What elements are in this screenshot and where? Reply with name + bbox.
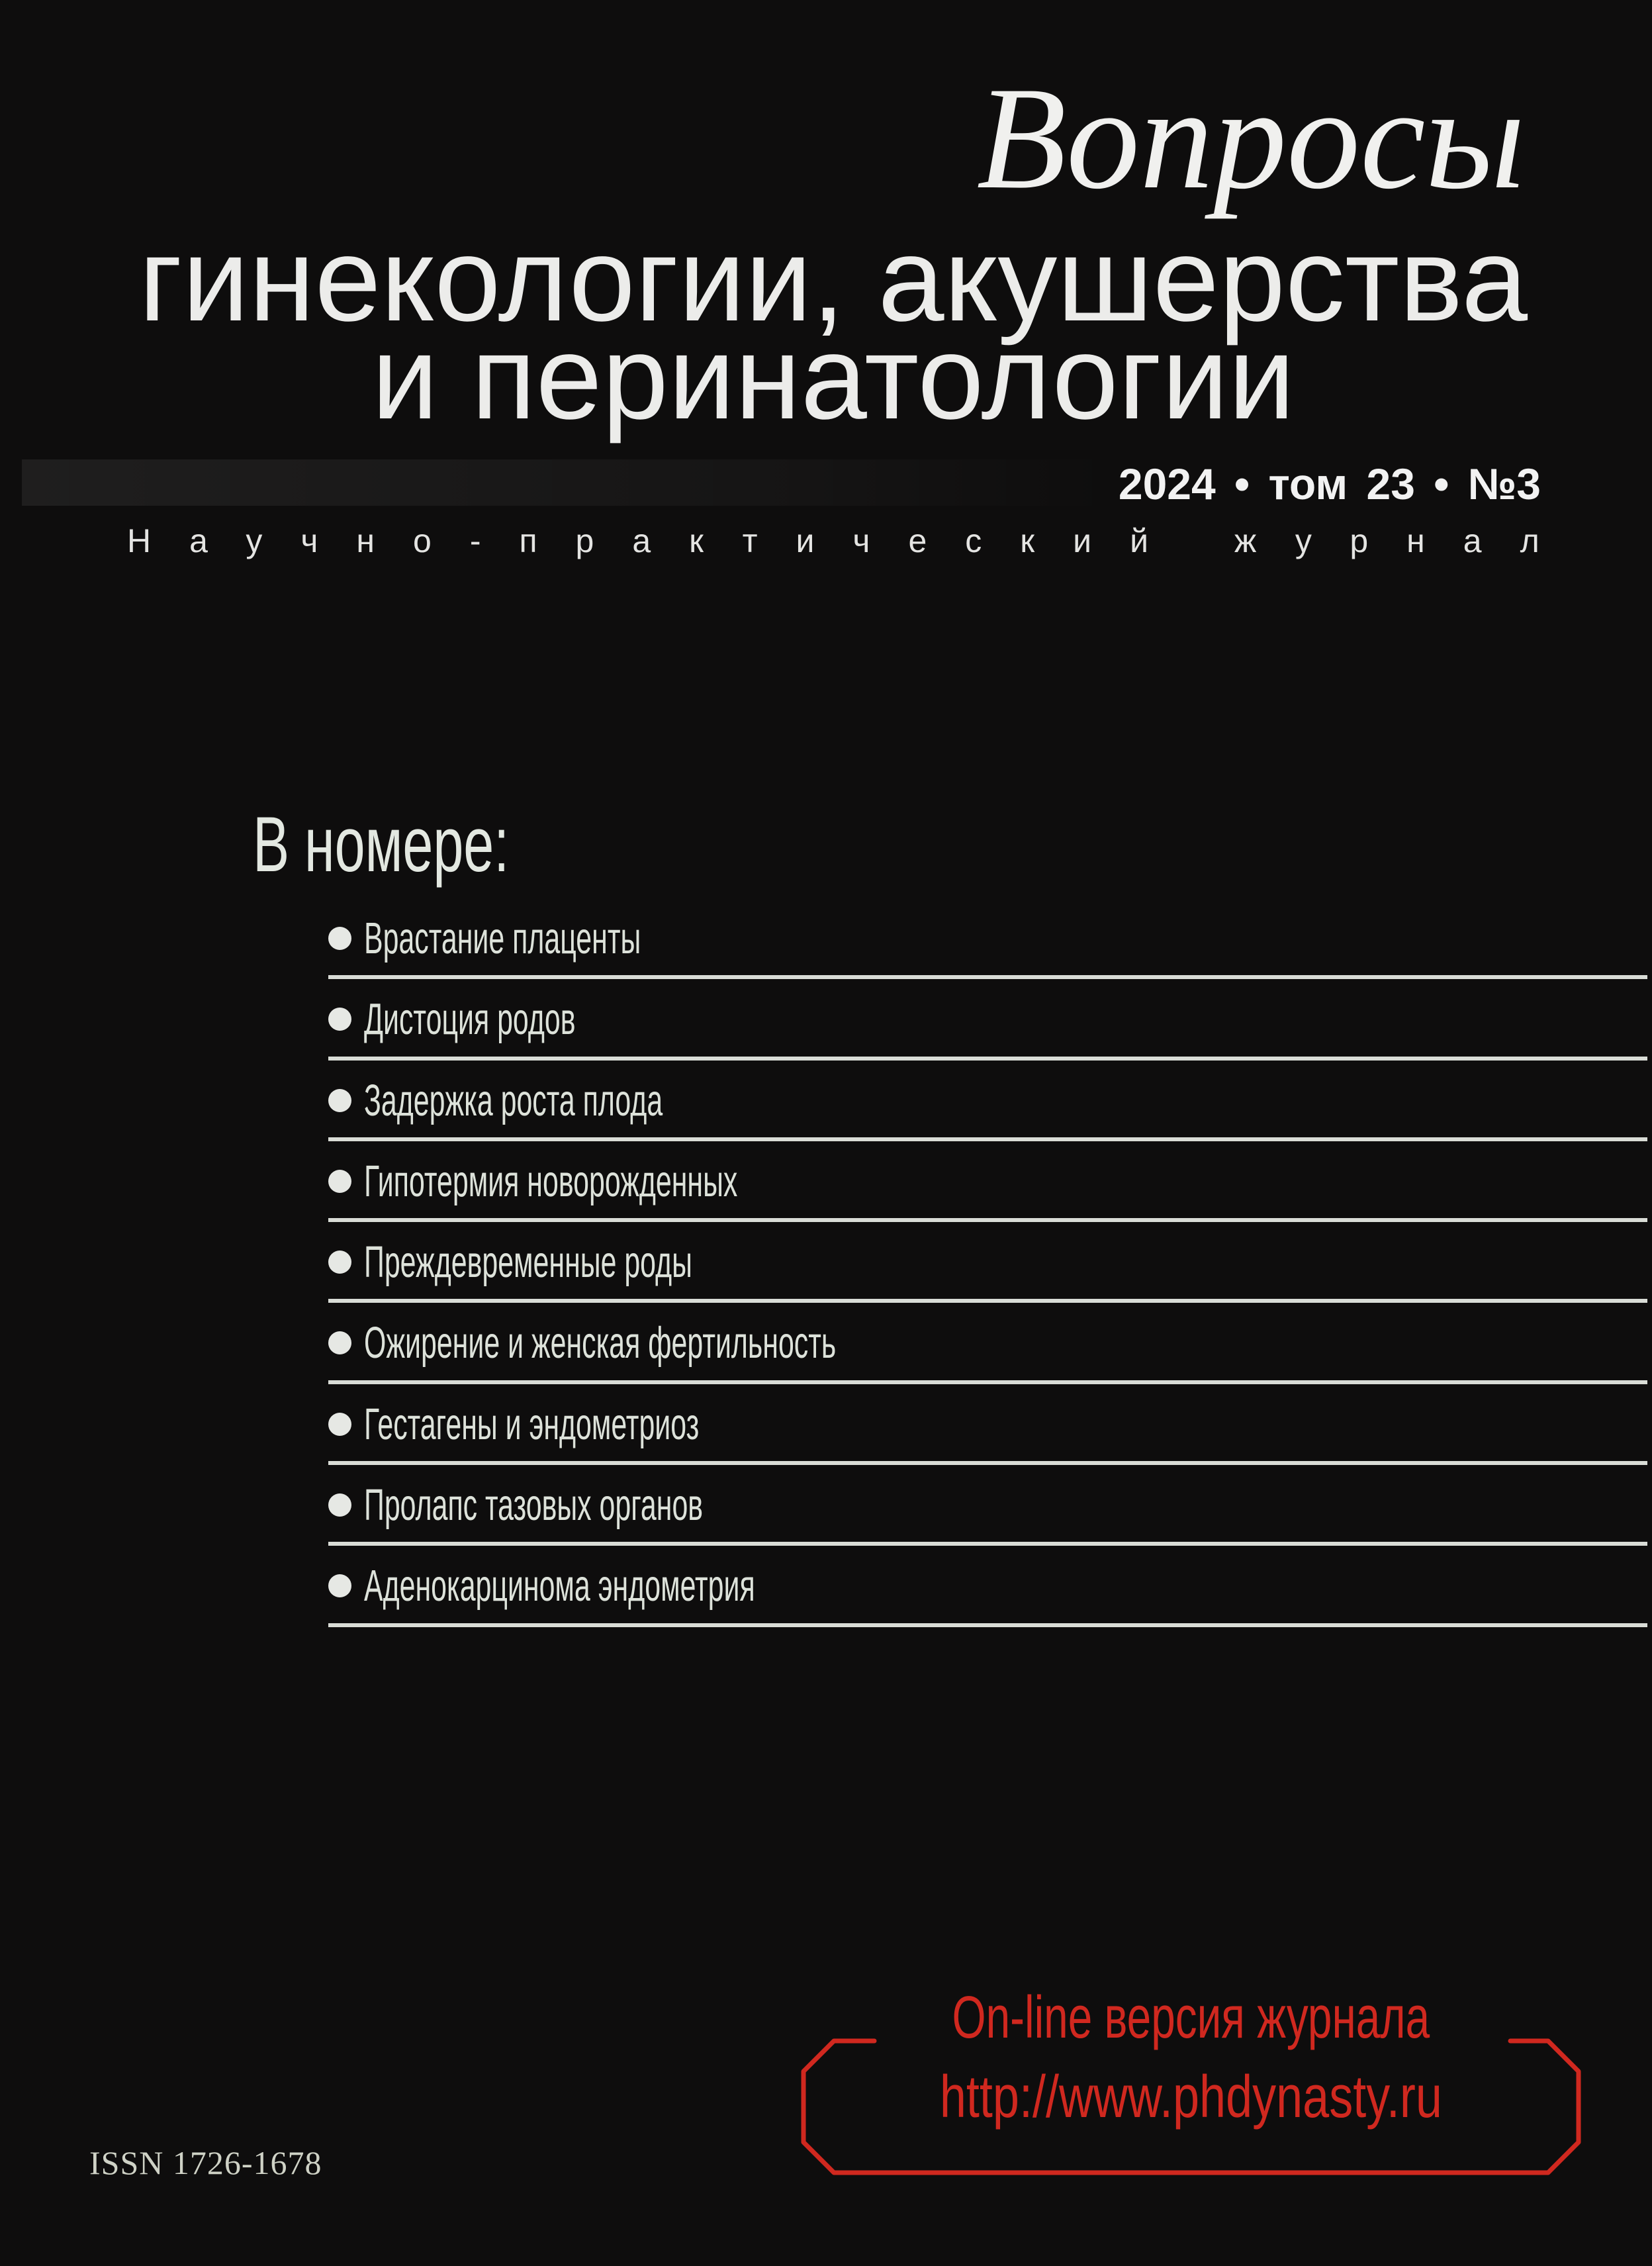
contents-item [328,1546,1647,1627]
contents-item-label: Врастание плаценты [364,914,641,963]
online-url: http://www.phdynasty.ru [939,2064,1443,2130]
online-label-line [803,1985,1579,2051]
online-label: On-line версия журнала [952,1985,1430,2051]
issn-number: ISSN 1726-1678 [89,2144,322,2181]
contents-item-label: Гестагены и эндометриоз [364,1399,700,1449]
contents-item [328,979,1647,1060]
bullet-icon [328,1331,351,1354]
bullet-icon [328,1089,351,1112]
contents-item [328,1303,1647,1384]
bullet-icon [328,1170,351,1193]
journal-title-line-1: гинекологии, акушерства [138,213,1528,346]
bullet-icon [328,1251,351,1274]
divider [328,1623,1647,1627]
issue-info: 2024 • том 23 • №3 [1118,459,1541,508]
bullet-icon [328,927,351,950]
contents-heading: В номере: [253,801,510,888]
contents-item-label: Преждевременные роды [364,1237,692,1288]
journal-subtitle: Научно-практический журнал [127,522,1578,559]
bullet-icon [328,1574,351,1597]
bullet-icon [328,1413,351,1436]
contents-item-label: Дистоция родов [364,994,576,1045]
contents-item-label: Пролапс тазовых органов [364,1480,704,1531]
journal-title-italic: Вопросы [976,57,1525,220]
scan-band [22,459,1114,506]
contents-item-label: Аденокарцинома эндометрия [364,1561,755,1611]
contents-item [328,1141,1647,1222]
contents-item [328,898,1647,979]
bullet-icon [328,1008,351,1031]
contents-item-label: Гипотермия новорожденных [364,1156,738,1206]
contents-item-label: Ожирение и женская фертильность [364,1318,837,1368]
journal-title-line-2: и перинатологии [371,311,1295,444]
contents-list [328,898,1647,1627]
contents-item [328,1384,1647,1465]
contents-item-label: Задержка роста плода [364,1075,663,1125]
bullet-icon [328,1493,351,1517]
contents-item [328,1061,1647,1141]
online-url-line [803,2064,1579,2130]
contents-item [328,1222,1647,1303]
contents-item [328,1465,1647,1546]
